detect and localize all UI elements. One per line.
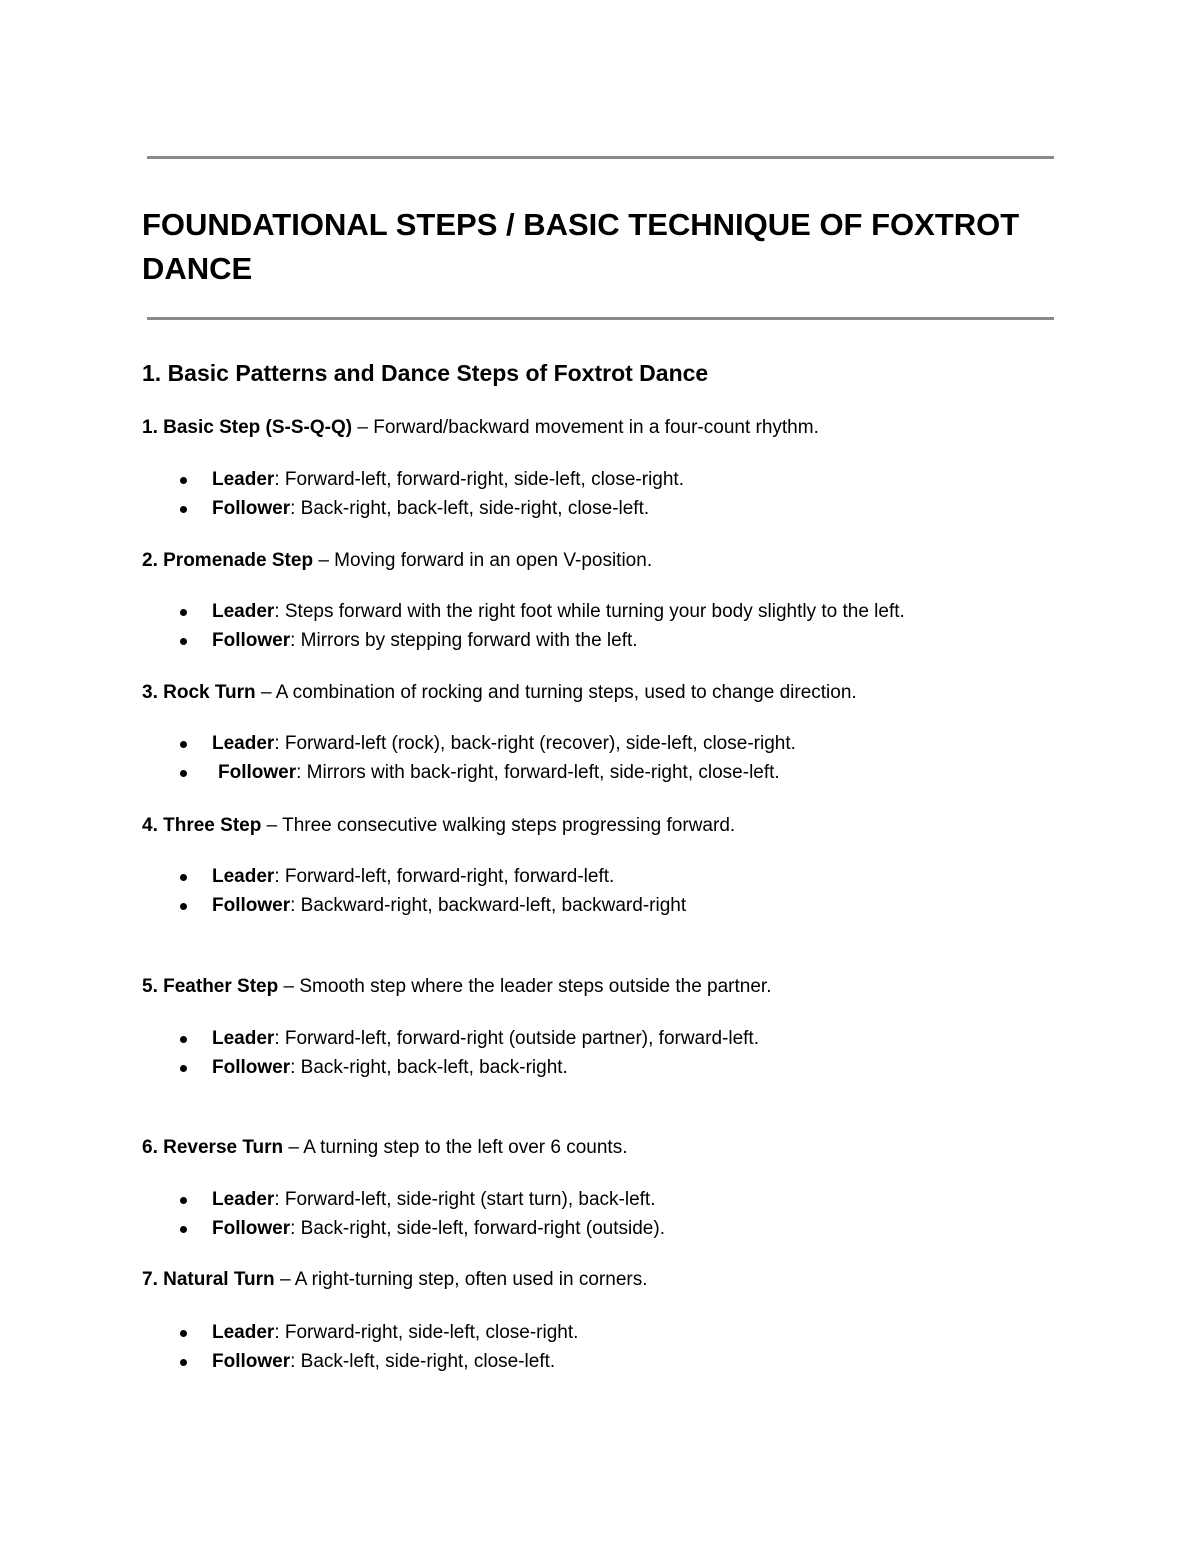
bullet-icon	[180, 506, 187, 513]
role-text: : Steps forward with the right foot while turning your body slightly to the left.	[274, 601, 905, 622]
role-label: Leader	[212, 1028, 275, 1049]
step-heading-natural-turn	[142, 1268, 648, 1292]
role-label: Follower	[212, 895, 291, 916]
list-item	[180, 732, 796, 761]
role-label: Leader	[212, 469, 275, 490]
list-item	[180, 497, 684, 526]
list-item	[180, 761, 796, 790]
step-name: 7. Natural Turn	[142, 1269, 275, 1290]
role-label: Leader	[212, 733, 275, 754]
step-role-list	[180, 1321, 578, 1379]
bullet-icon	[180, 477, 187, 484]
step-description: – A right-turning step, often used in corners.	[274, 1269, 648, 1290]
step-role-list	[180, 600, 905, 658]
role-label: Follower	[212, 630, 291, 651]
step-description: – Smooth step where the leader steps outside the partner.	[278, 976, 772, 997]
step-role-list	[180, 1188, 665, 1246]
role-text: : Mirrors by stepping forward with the left.	[290, 630, 638, 651]
step-name: 4. Three Step	[142, 815, 262, 836]
role-text: : Back-right, back-left, back-right.	[290, 1057, 568, 1078]
role-text: : Backward-right, backward-left, backward-right	[290, 895, 687, 916]
step-heading-three-step	[142, 814, 735, 838]
step-description: – A turning step to the left over 6 counts.	[283, 1137, 628, 1158]
bullet-icon	[180, 1197, 187, 1204]
role-label: Follower	[212, 1218, 291, 1239]
step-name: 1. Basic Step (S-S-Q-Q)	[142, 417, 353, 438]
role-label: Follower	[212, 1057, 291, 1078]
role-label: Leader	[212, 601, 275, 622]
role-text: : Mirrors with back-right, forward-left, side-right, close-left.	[296, 762, 780, 783]
bullet-icon	[180, 1065, 187, 1072]
step-role-list	[180, 468, 684, 526]
role-text: : Forward-left, forward-right, forward-left.	[274, 866, 615, 887]
top-horizontal-rule	[147, 156, 1054, 159]
step-heading-basic-step	[142, 416, 819, 440]
step-name: 6. Reverse Turn	[142, 1137, 284, 1158]
role-label: Leader	[212, 866, 275, 887]
step-role-list	[180, 732, 796, 790]
bullet-icon	[180, 874, 187, 881]
list-item	[180, 600, 905, 629]
role-text: : Forward-left (rock), back-right (recover), side-left, close-right.	[274, 733, 796, 754]
role-label: Leader	[212, 1189, 275, 1210]
list-item	[180, 1350, 578, 1379]
role-text: : Back-left, side-right, close-left.	[290, 1351, 556, 1372]
step-heading-promenade-step	[142, 549, 652, 573]
list-item	[180, 468, 684, 497]
role-label: Follower	[212, 1351, 291, 1372]
step-role-list	[180, 1027, 759, 1085]
step-description: – A combination of rocking and turning steps, used to change direction.	[255, 682, 857, 703]
list-item	[180, 894, 686, 923]
list-item	[180, 1056, 759, 1085]
role-text: : Forward-left, forward-right, side-left, close-right.	[274, 469, 684, 490]
bullet-icon	[180, 770, 187, 777]
bullet-icon	[180, 1226, 187, 1233]
step-description: – Moving forward in an open V-position.	[313, 550, 653, 571]
step-name: 3. Rock Turn	[142, 682, 256, 703]
role-text: : Back-right, back-left, side-right, close-left.	[290, 498, 650, 519]
role-label: Follower	[218, 762, 297, 783]
bullet-icon	[180, 638, 187, 645]
title-bottom-rule	[147, 317, 1054, 320]
document-title: FOUNDATIONAL STEPS / BASIC TECHNIQUE OF FOXTROT DANCE	[142, 207, 1020, 286]
step-role-list	[180, 865, 686, 923]
bullet-icon	[180, 741, 187, 748]
bullet-icon	[180, 1330, 187, 1337]
bullet-icon	[180, 1036, 187, 1043]
list-item	[180, 1188, 665, 1217]
step-heading-rock-turn	[142, 681, 857, 705]
list-item	[180, 865, 686, 894]
step-heading-feather-step	[142, 975, 771, 999]
step-name: 5. Feather Step	[142, 976, 279, 997]
role-text: : Forward-right, side-left, close-right.	[274, 1322, 579, 1343]
bullet-icon	[180, 609, 187, 616]
role-text: : Forward-left, forward-right (outside partner), forward-left.	[274, 1028, 759, 1049]
step-description: – Forward/backward movement in a four-count rhythm.	[352, 417, 819, 438]
role-text: : Back-right, side-left, forward-right (outside).	[290, 1218, 665, 1239]
bullet-icon	[180, 1359, 187, 1366]
list-item	[180, 629, 905, 658]
role-label: Follower	[212, 498, 291, 519]
section-heading: 1. Basic Patterns and Dance Steps of Foxtrot Dance	[142, 360, 709, 386]
list-item	[180, 1027, 759, 1056]
role-label: Leader	[212, 1322, 275, 1343]
step-heading-reverse-turn	[142, 1136, 628, 1160]
list-item	[180, 1321, 578, 1350]
step-description: – Three consecutive walking steps progressing forward.	[261, 815, 736, 836]
list-item	[180, 1217, 665, 1246]
step-name: 2. Promenade Step	[142, 550, 314, 571]
role-text: : Forward-left, side-right (start turn), back-left.	[274, 1189, 656, 1210]
bullet-icon	[180, 903, 187, 910]
